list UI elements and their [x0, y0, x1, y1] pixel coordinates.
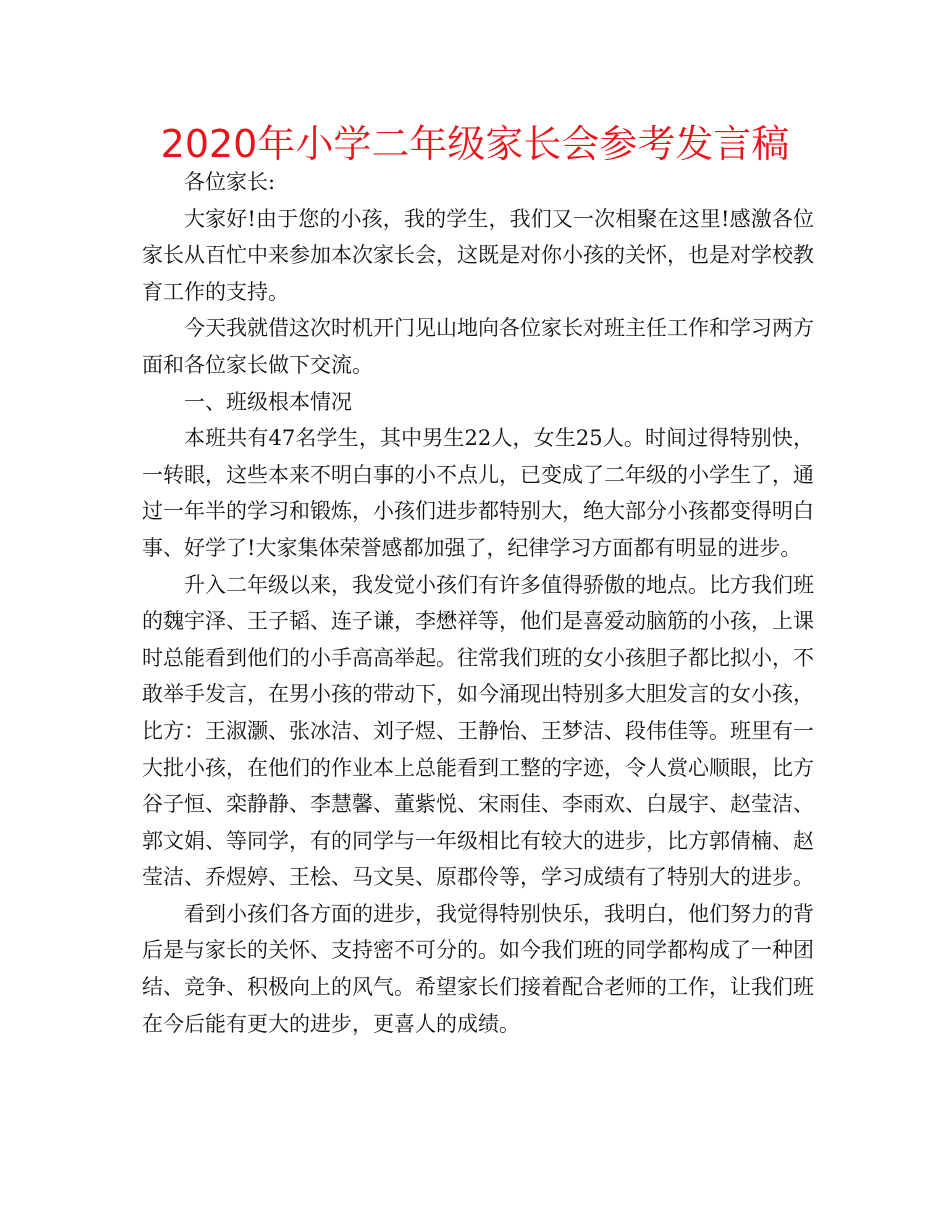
document-title: 2020年小学二年级家长会参考发言稿	[160, 122, 790, 166]
body-paragraph: 本班共有47名学生，其中男生22人，女生25人。时间过得特别快，一转眼，这些本来不明白事的小不点儿，已变成了二年级的小学生了，通过一年半的学习和锻炼，小孩们进步都特别大，绝大部分小孩都变得明白事、好学了!大家集体荣誉感都加强了，纪律学习方面都有明显的进步。	[142, 426, 814, 560]
body-paragraph: 看到小孩们各方面的进步，我觉得特别快乐，我明白，他们努力的背后是与家长的关怀、支持密不可分的。如今我们班的同学都构成了一种团结、竞争、积极向上的风气。希望家长们接着配合老师的工作，让我们班在今后能有更大的进步，更喜人的成绩。	[142, 901, 814, 1036]
body-paragraph: 大家好!由于您的小孩，我的学生，我们又一次相聚在这里!感激各位家长从百忙中来参加本次家长会，这既是对你小孩的关怀，也是对学校教育工作的支持。	[142, 206, 814, 304]
body-paragraph: 今天我就借这次时机开门见山地向各位家长对班主任工作和学习两方面和各位家长做下交流。	[142, 316, 814, 377]
section-heading: 一、班级根本情况	[184, 389, 352, 414]
body-paragraph: 升入二年级以来，我发觉小孩们有许多值得骄傲的地点。比方我们班的魏宇泽、王子韬、连子谦，李懋祥等，他们是喜爱动脑筋的小孩，上课时总能看到他们的小手高高举起。往常我们班的女小孩胆子都比拟小，不敢举手发言，在男小孩的带动下，如今涌现出特别多大胆发言的女小孩，比方：王淑灏、张冰洁、刘子煜、王静怡、王梦洁、段伟佳等。班里有一大批小孩，在他们的作业本上总能看到工整的字迹，令人赏心顺眼，比方谷子恒、栾静静、李慧馨、董紫悦、宋雨佳、李雨欢、白晟宇、赵莹洁、郭文娟、等同学，有的同学与一年级相比有较大的进步，比方郭倩楠、赵莹洁、乔煜婷、王桧、马文昊、原郡伶等，学习成绩有了特别大的进步。	[142, 572, 814, 890]
greeting-paragraph: 各位家长:	[184, 170, 276, 194]
document-body	[142, 164, 814, 1042]
